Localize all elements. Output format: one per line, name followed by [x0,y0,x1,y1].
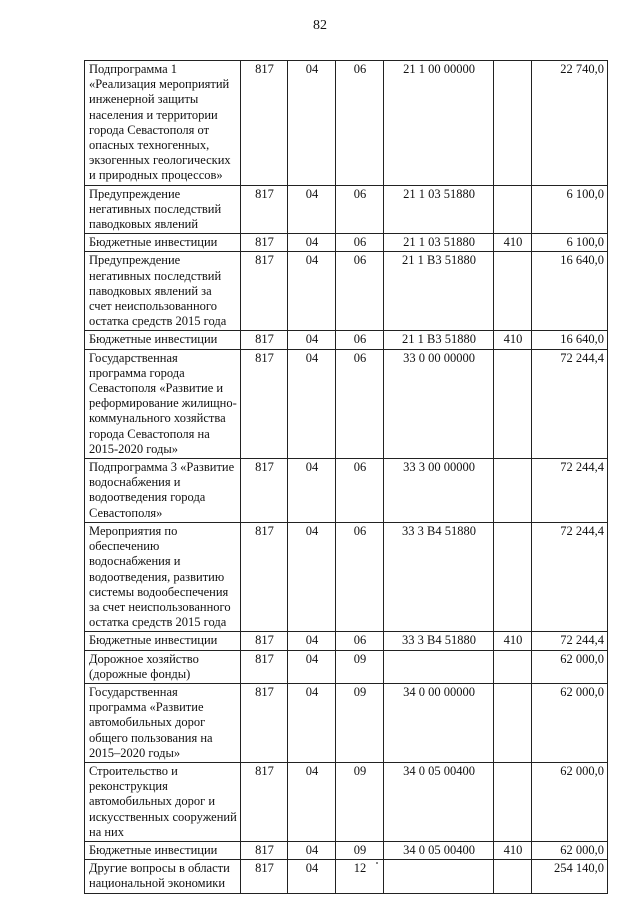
department-code-cell: 817 [241,234,288,252]
row-name-cell: Предупреждение негативных последствий паводковых явлений за счет неиспользованного остатка средств 2015 года [85,252,241,331]
table-row [85,252,608,331]
department-code-cell: 817 [241,61,288,186]
subsection-cell: 09 [336,650,384,683]
row-name-cell: Государственная программа «Развитие автомобильных дорог общего пользования на 2015–2020 годы» [85,683,241,762]
budget-table-body [85,61,608,894]
target-article-cell: 33 3 В4 51880 [384,632,494,650]
row-name-cell: Строительство и реконструкция автомобильных дорог и искусственных сооружений на них [85,762,241,841]
amount-cell: 254 140,0 [532,860,608,893]
amount-cell: 16 640,0 [532,331,608,349]
department-code-cell: 817 [241,650,288,683]
subsection-cell: 06 [336,349,384,458]
target-article-cell: 34 0 05 00400 [384,841,494,859]
target-article-cell [384,860,494,893]
expense-type-cell [494,683,532,762]
amount-cell: 22 740,0 [532,61,608,186]
amount-cell: 62 000,0 [532,650,608,683]
target-article-cell: 21 1 03 51880 [384,185,494,234]
section-cell: 04 [288,234,336,252]
department-code-cell: 817 [241,683,288,762]
department-code-cell: 817 [241,349,288,458]
target-article-cell: 34 0 00 00000 [384,683,494,762]
section-cell: 04 [288,349,336,458]
table-row [85,234,608,252]
section-cell: 04 [288,252,336,331]
expense-type-cell [494,349,532,458]
expense-type-cell [494,650,532,683]
subsection-cell: 09 [336,841,384,859]
subsection-cell: 06 [336,632,384,650]
department-code-cell: 817 [241,252,288,331]
table-row [85,459,608,523]
subsection-cell: 09 [336,762,384,841]
row-name-cell: Дорожное хозяйство (дорожные фонды) [85,650,241,683]
budget-table [84,60,608,894]
target-article-cell: 33 3 00 00000 [384,459,494,523]
row-name-cell: Предупреждение негативных последствий паводковых явлений [85,185,241,234]
amount-cell: 6 100,0 [532,234,608,252]
department-code-cell: 817 [241,185,288,234]
amount-cell: 62 000,0 [532,683,608,762]
subsection-cell: 06 [336,459,384,523]
row-name-cell: Другие вопросы в области национальной экономики [85,860,241,893]
target-article-cell: 21 1 00 00000 [384,61,494,186]
expense-type-cell: 410 [494,234,532,252]
row-name-cell: Государственная программа города Севастополя «Развитие и реформирование жилищно-коммунального хозяйства города Севастополя на 2015-2020 годы» [85,349,241,458]
subsection-cell: 06 [336,522,384,631]
table-row [85,683,608,762]
subsection-cell: 06 [336,234,384,252]
target-article-cell: 21 1 В3 51880 [384,331,494,349]
expense-type-cell: 410 [494,841,532,859]
amount-cell: 72 244,4 [532,522,608,631]
amount-cell: 72 244,4 [532,632,608,650]
expense-type-cell [494,252,532,331]
section-cell: 04 [288,860,336,893]
target-article-cell: 34 0 05 00400 [384,762,494,841]
table-row [85,331,608,349]
table-row [85,522,608,631]
section-cell: 04 [288,841,336,859]
table-row [85,762,608,841]
section-cell: 04 [288,61,336,186]
department-code-cell: 817 [241,860,288,893]
section-cell: 04 [288,683,336,762]
target-article-cell: 21 1 В3 51880 [384,252,494,331]
amount-cell: 62 000,0 [532,762,608,841]
subsection-cell: 12 [336,860,384,893]
section-cell: 04 [288,459,336,523]
row-name-cell: Подпрограмма 3 «Развитие водоснабжения и водоотведения города Севастополя» [85,459,241,523]
expense-type-cell: 410 [494,331,532,349]
expense-type-cell [494,459,532,523]
row-name-cell: Бюджетные инвестиции [85,234,241,252]
expense-type-cell [494,762,532,841]
amount-cell: 72 244,4 [532,349,608,458]
row-name-cell: Бюджетные инвестиции [85,841,241,859]
table-row [85,650,608,683]
department-code-cell: 817 [241,841,288,859]
target-article-cell: 33 3 В4 51880 [384,522,494,631]
section-cell: 04 [288,632,336,650]
department-code-cell: 817 [241,632,288,650]
department-code-cell: 817 [241,762,288,841]
table-row [85,860,608,893]
subsection-cell: 06 [336,331,384,349]
section-cell: 04 [288,185,336,234]
subsection-cell: 09 [336,683,384,762]
row-name-cell: Бюджетные инвестиции [85,331,241,349]
expense-type-cell [494,860,532,893]
row-name-cell: Бюджетные инвестиции [85,632,241,650]
expense-type-cell [494,185,532,234]
amount-cell: 72 244,4 [532,459,608,523]
table-row [85,841,608,859]
amount-cell: 16 640,0 [532,252,608,331]
row-name-cell: Подпрограмма 1 «Реализация мероприятий инженерной защиты населения и территории города Севастополя от опасных техногенных, экзогенных геологических и природных процессов» [85,61,241,186]
page-number: 82 [313,18,327,33]
row-name-cell: Мероприятия по обеспечению водоснабжения и водоотведения, развитию системы водообеспечения за счет неиспользованного остатка средств 2015 года [85,522,241,631]
amount-cell: 6 100,0 [532,185,608,234]
section-cell: 04 [288,650,336,683]
expense-type-cell [494,61,532,186]
section-cell: 04 [288,331,336,349]
section-cell: 04 [288,522,336,631]
table-row [85,61,608,186]
expense-type-cell [494,522,532,631]
department-code-cell: 817 [241,331,288,349]
subsection-cell: 06 [336,252,384,331]
table-row [85,632,608,650]
department-code-cell: 817 [241,459,288,523]
department-code-cell: 817 [241,522,288,631]
expense-type-cell: 410 [494,632,532,650]
target-article-cell [384,650,494,683]
table-row [85,185,608,234]
subsection-cell: 06 [336,185,384,234]
target-article-cell: 33 0 00 00000 [384,349,494,458]
subsection-cell: 06 [336,61,384,186]
section-cell: 04 [288,762,336,841]
scan-speck [376,862,378,864]
amount-cell: 62 000,0 [532,841,608,859]
table-row [85,349,608,458]
target-article-cell: 21 1 03 51880 [384,234,494,252]
